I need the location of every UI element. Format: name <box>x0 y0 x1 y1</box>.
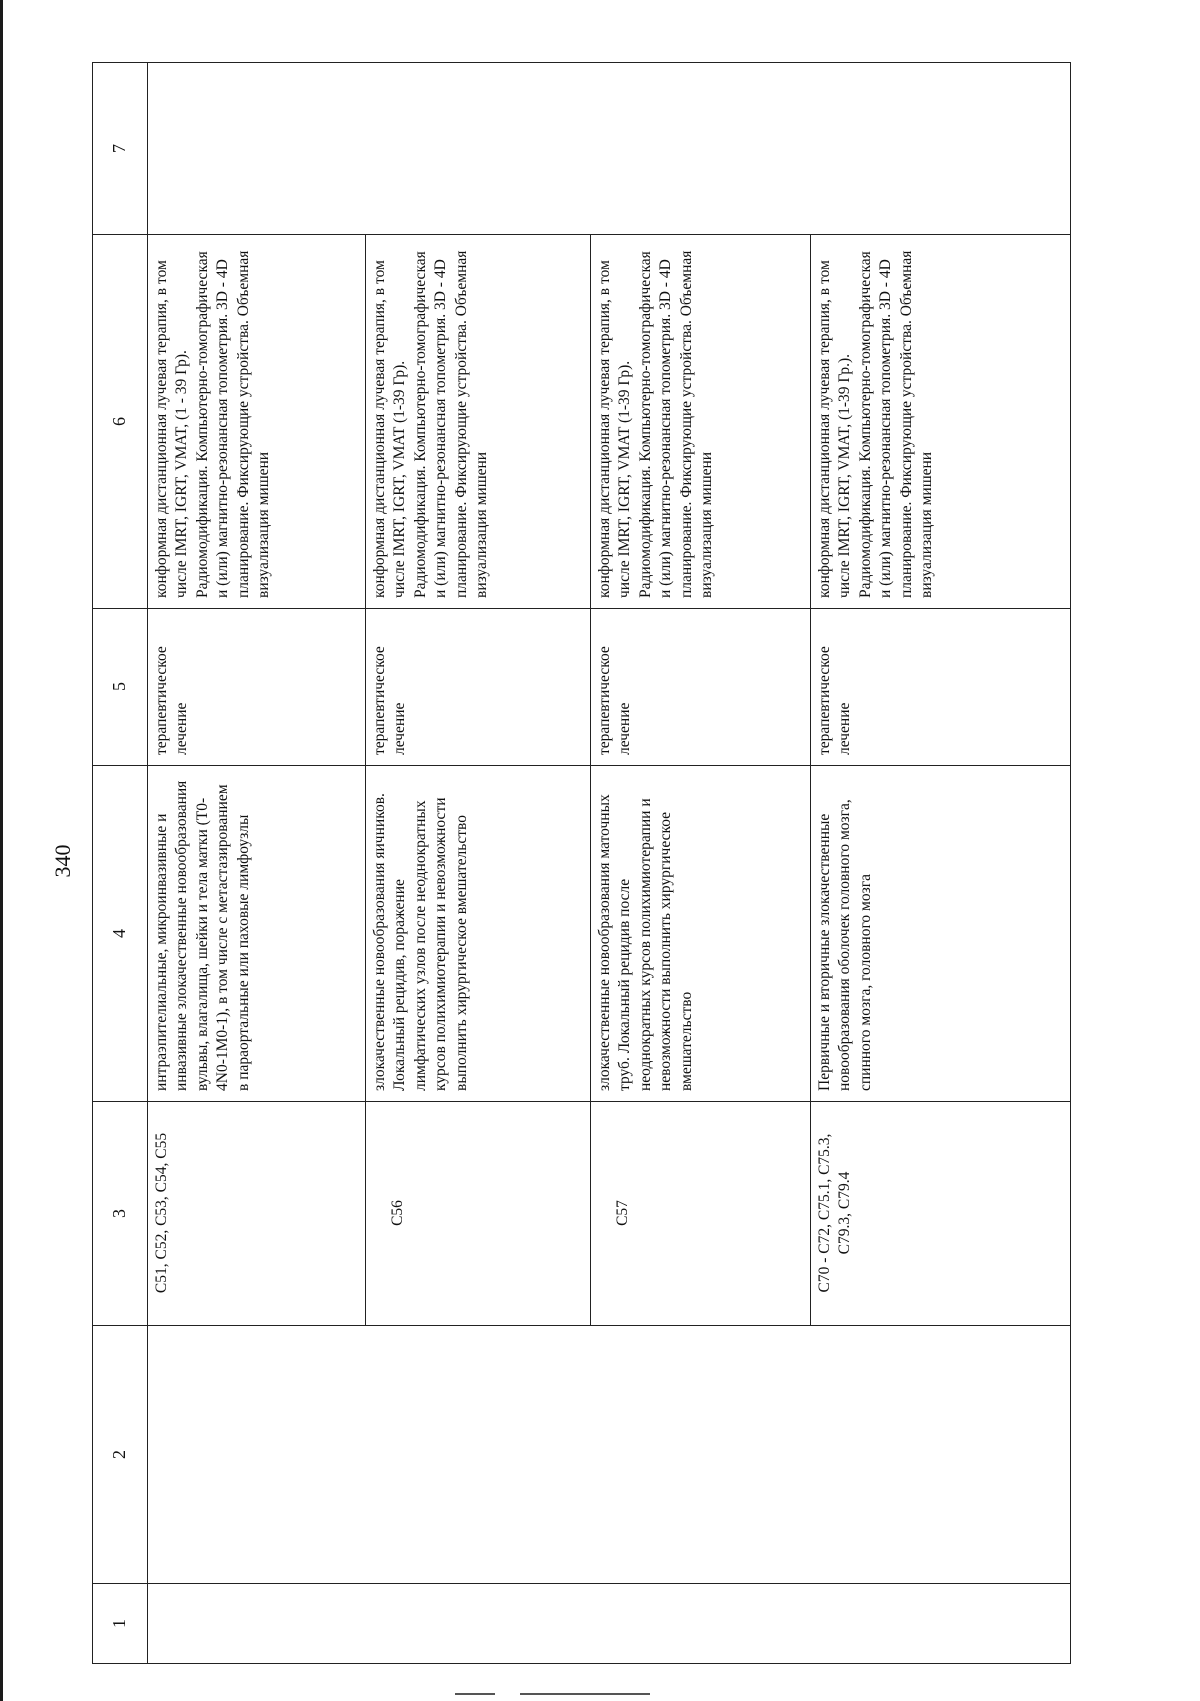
table-cell-codes: C51, C52, C53, C54, C55 <box>153 1132 170 1294</box>
table-cell-treatment: терапевтическое лечение <box>596 646 634 755</box>
column-divider <box>92 608 1071 609</box>
column-header-3: 3 <box>109 1208 129 1218</box>
table-cell-codes: C70 - C72, C75.1, C75.3, C79.3, C79.4 <box>816 1133 854 1293</box>
column-header-1: 1 <box>109 1619 129 1628</box>
scan-mark <box>520 1693 650 1695</box>
scan-mark <box>455 1693 495 1695</box>
table-cell-codes: C56 <box>389 1200 406 1226</box>
column-header-6: 6 <box>109 416 129 426</box>
column-divider <box>92 1325 1071 1326</box>
column-header-2: 2 <box>109 1449 129 1459</box>
table-cell-method: конформная дистанционная лучевая терапия, в том числе IMRT, IGRT, VMAT (1-39 Гр). Радиомодификация. Компьютерно-томографическая и (или) магнитно-резонансная топометрия. 3D - 4D планирование. Фиксирующие устройства. Объемная визуализация мишени <box>596 250 716 598</box>
row-divider <box>810 234 811 1325</box>
row-divider <box>365 234 366 1325</box>
table-cell-codes: C57 <box>614 1200 631 1226</box>
column-divider <box>92 1583 1071 1584</box>
table-cell-diagnosis: злокачественные новообразования маточных труб. Локальный рецидив после неоднократных курсов полихимиотерапии и невозможности выполнить хирургическое вмешательство <box>596 794 695 1091</box>
page-number: 340 <box>50 844 75 878</box>
table-cell-treatment: терапевтическое лечение <box>371 646 409 755</box>
table-cell-method: конформная дистанционная лучевая терапия, в том числе IMRT, IGRT, VMAT (1-39 Гр). Радиомодификация. Компьютерно-томографическая и (или) магнитно-резонансная топометрия. 3D - 4D планирование. Фиксирующие устройства. Объемная визуализация мишени <box>371 250 491 598</box>
column-divider <box>92 765 1071 766</box>
scan-edge <box>0 0 3 1701</box>
table-cell-diagnosis: Первичные и вторичные злокачественные новообразования оболочек головного мозга, спинного мозга, головного мозга <box>816 799 874 1091</box>
row-divider <box>590 234 591 1325</box>
table-cell-method: конформная дистанционная лучевая терапия, в том числе IMRT, IGRT, VMAT, (1 - 39 Гр). Радиомодификация. Компьютерно-томографическая и (или) магнитно-резонансная топометрия. 3D - 4D планирование. Фиксирующие устройства. Объемная визуализация мишени <box>153 250 273 598</box>
table-cell-treatment: терапевтическое лечение <box>153 646 191 755</box>
column-header-7: 7 <box>109 143 129 153</box>
table-cell-treatment: терапевтическое лечение <box>816 646 854 755</box>
table-cell-method: конформная дистанционная лучевая терапия, в том числе IMRT, IGRT, VMAT, (1-39 Гр.). Радиомодификация. Компьютерно-томографическая и (или) магнитно-резонансная топометрия. 3D - 4D планирование. Фиксирующие устройства. Объемная визуализация мишени <box>816 250 936 598</box>
header-separator <box>147 62 148 1664</box>
column-header-4: 4 <box>109 928 129 938</box>
column-divider <box>92 234 1071 235</box>
table-cell-diagnosis: интраэпителиальные, микроинвазивные и инвазивные злокачественные новообразования вульвы, влагалища, шейки и тела матки (T0-4N0-1M0-1), в том числе с метастазированием в параортальные или паховые лимфоузлы <box>153 780 252 1091</box>
column-divider <box>92 1101 1071 1102</box>
column-header-5: 5 <box>109 682 129 691</box>
table-cell-diagnosis: злокачественные новообразования яичников. Локальный рецидив, поражение лимфатических узлов после неоднократных курсов полихимиотерапии и невозможности выполнить хирургическое вмешательство <box>371 793 470 1091</box>
